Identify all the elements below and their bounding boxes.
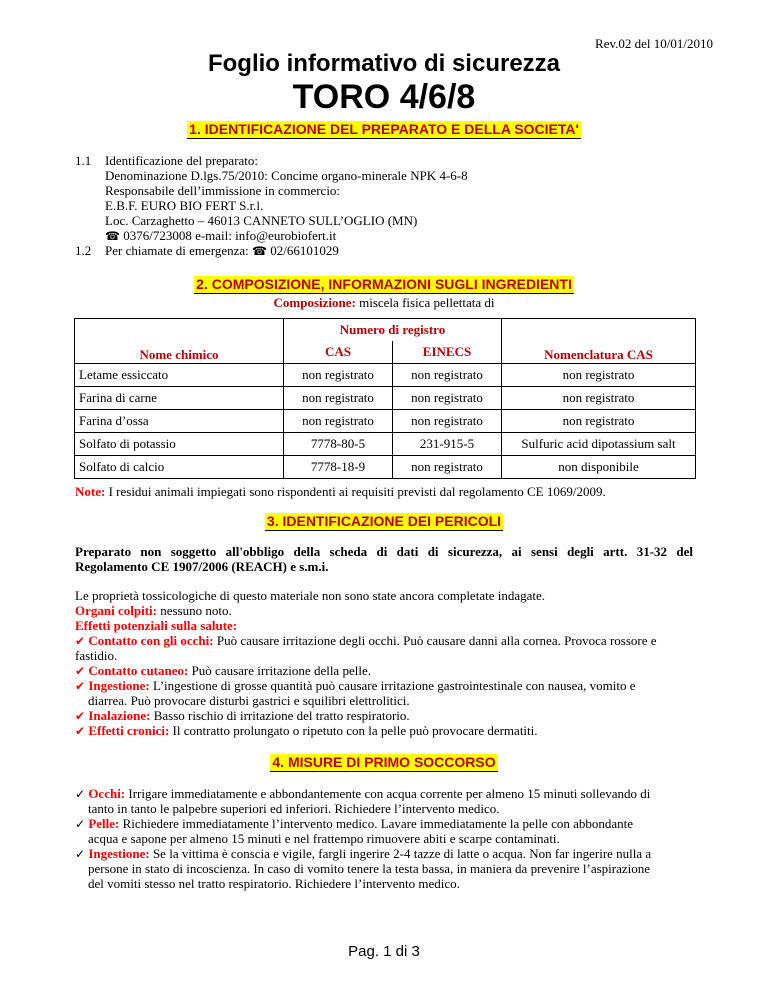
first-aid-ingestion-label: Ingestione: [85, 846, 150, 861]
checkmark-icon: ✔ [75, 724, 86, 738]
checkmark-icon: ✔ [75, 634, 86, 648]
table-cell: non registrato [393, 387, 502, 410]
health-effects-label: Effetti potenziali sulla salute: [75, 618, 238, 633]
checkmark-icon: ✓ [75, 847, 86, 861]
first-aid-eyes-line [75, 786, 650, 802]
table-cell: non registrato [393, 410, 502, 433]
eye-contact-line [75, 633, 657, 649]
first-aid-eyes-text-2: tanto in tanto le palpebre superiori ed inferiori. Richiedere l’intervento medico. [88, 801, 500, 816]
first-aid-skin-text: Richiedere immediatamente l’intervento medico. Lavare immediatamente la pelle con abbondante [119, 816, 634, 831]
table-cell: Solfato di calcio [75, 456, 284, 479]
section-3-heading-wrap [0, 513, 768, 531]
phone-icon: ☎ [105, 229, 120, 243]
first-aid-eyes-text: Irrigare immediatamente e abbondantemente con acqua corrente per almeno 15 minuti sollevando di [125, 786, 651, 801]
table-cell: non registrato [502, 387, 696, 410]
ingestion-text-2: diarrea. Può provocare disturbi gastrici e squilibri elettrolitici. [88, 693, 410, 708]
section-2-heading-wrap [0, 276, 768, 294]
composition-label: Composizione: [273, 295, 356, 310]
revision-label: Rev.02 del 10/01/2010 [595, 36, 713, 51]
table-group-header-row [75, 319, 696, 342]
inhalation-text: Basso rischio di irritazione del tratto respiratorio. [150, 708, 410, 723]
skin-contact-label: Contatto cutaneo: [85, 663, 189, 678]
table-cell: non registrato [284, 387, 393, 410]
section-1-line: Responsabile dell’immissione in commercio: [105, 183, 341, 198]
reach-notice-line-2: Regolamento CE 1907/2006 (REACH) e s.m.i. [75, 559, 329, 574]
table-cell: non registrato [502, 410, 696, 433]
table-cell: non registrato [284, 364, 393, 387]
skin-contact-line [75, 663, 371, 679]
table-row [75, 387, 696, 410]
table-cell: Solfato di potassio [75, 433, 284, 456]
table-cell: 7778-80-5 [284, 433, 393, 456]
table-cell: non registrato [393, 364, 502, 387]
table-header-chemical-name: Nome chimico [75, 319, 284, 364]
note-text: I residui animali impiegati sono rispondenti ai requisiti previsti dal regolamento CE 1069/2009. [105, 484, 606, 499]
table-cell: non registrato [284, 410, 393, 433]
first-aid-ingestion-text-2: persone in stato di incoscienza. In caso di vomito tenere la testa bassa, in maniera da prevenire l’aspirazione [88, 861, 651, 876]
eye-contact-label: Contatto con gli occhi: [85, 633, 214, 648]
contact-text: 0376/723008 e-mail: info@eurobiofert.it [119, 228, 337, 243]
phone-icon: ☎ [252, 244, 267, 258]
section-1-line: Denominazione D.lgs.75/2010: Concime organo-minerale NPK 4-6-8 [105, 168, 468, 183]
chronic-effects-label: Effetti cronici: [85, 723, 170, 738]
contact-line [105, 228, 336, 244]
inhalation-label: Inalazione: [85, 708, 151, 723]
target-organs-line [75, 603, 232, 618]
composition-text: miscela fisica pellettata di [355, 295, 495, 310]
section-2-heading: 2. COMPOSIZIONE, INFORMAZIONI SUGLI INGREDIENTI [196, 276, 572, 292]
table-header-registry-group: Numero di registro [284, 319, 502, 342]
ingestion-line [75, 678, 636, 694]
checkmark-icon: ✔ [75, 664, 86, 678]
table-row [75, 456, 696, 479]
table-cell: non disponibile [502, 456, 696, 479]
section-1-line: Identificazione del preparato: [105, 153, 259, 168]
section-1-line: Loc. Carzaghetto – 46013 CANNETO SULL’OGLIO (MN) [105, 213, 418, 228]
emergency-line [105, 243, 339, 259]
eye-contact-text-2: fastidio. [75, 648, 118, 663]
item-1-1-number: 1.1 [75, 153, 92, 168]
section-3-heading: 3. IDENTIFICAZIONE DEI PERICOLI [266, 513, 502, 529]
document-title: Foglio informativo di sicurezza [207, 50, 561, 77]
table-row [75, 433, 696, 456]
table-header-cas-nomenclature: Nomenclatura CAS [502, 319, 696, 364]
section-1-heading-wrap [0, 121, 768, 139]
table-header-einecs: EINECS [393, 341, 502, 364]
first-aid-ingestion-text: Se la vittima è conscia e vigile, fargli ingerire 2-4 tazze di latte o acqua. Non far ingerire nulla a [149, 846, 652, 861]
first-aid-skin-line [75, 816, 633, 832]
table-row [75, 410, 696, 433]
note-line [75, 484, 606, 499]
checkmark-icon: ✓ [75, 787, 86, 801]
target-organs-text: nessuno noto. [156, 603, 232, 618]
section-4-heading: 4. MISURE DI PRIMO SOCCORSO [272, 754, 496, 770]
target-organs-label: Organi colpiti: [75, 603, 157, 618]
item-1-2-number: 1.2 [75, 243, 92, 258]
first-aid-ingestion-text-3: del vomiti stesso nel tratto respiratorio. Richiedere l’intervento medico. [88, 876, 460, 891]
eye-contact-text: Può causare irritazione degli occhi. Può causare danni alla cornea. Provoca rossore e [213, 633, 657, 648]
table-cell: non registrato [502, 364, 696, 387]
page-number: Pag. 1 di 3 [348, 943, 420, 960]
product-name: TORO 4/6/8 [292, 78, 476, 116]
table-cell: 7778-18-9 [284, 456, 393, 479]
table-cell: Farina di carne [75, 387, 284, 410]
toxicology-text: Le proprietà tossicologiche di questo materiale non sono state ancora completate indagate. [75, 588, 545, 603]
checkmark-icon: ✔ [75, 679, 86, 693]
reach-notice-line-1: Preparato non soggetto all'obbligo della scheda di dati di sicurezza, ai sensi degli artt. 31-32 del [75, 544, 693, 559]
table-cell: non registrato [393, 456, 502, 479]
note-label: Note: [75, 484, 106, 499]
checkmark-icon: ✔ [75, 709, 86, 723]
table-cell: Letame essiccato [75, 364, 284, 387]
composition-table [74, 318, 696, 479]
chronic-effects-line [75, 723, 538, 739]
table-cell: Sulfuric acid dipotassium salt [502, 433, 696, 456]
first-aid-skin-text-2: acqua e sapone per almeno 15 minuti e nel frattempo rimuovere abiti e scarpe contaminati. [88, 831, 560, 846]
skin-contact-text: Può causare irritazione della pelle. [188, 663, 371, 678]
ingestion-text: L’ingestione di grosse quantità può causare irritazione gastrointestinale con nausea, vomito e [149, 678, 636, 693]
table-cell: 231-915-5 [393, 433, 502, 456]
first-aid-ingestion-line [75, 846, 651, 862]
table-row [75, 364, 696, 387]
table-cell: Farina d’ossa [75, 410, 284, 433]
ingestion-label: Ingestione: [85, 678, 150, 693]
emergency-label: Per chiamate di emergenza: [105, 243, 253, 258]
checkmark-icon: ✓ [75, 817, 86, 831]
first-aid-skin-label: Pelle: [85, 816, 120, 831]
section-1-heading: 1. IDENTIFICAZIONE DEL PREPARATO E DELLA SOCIETA' [189, 121, 579, 137]
emergency-number: 02/66101029 [266, 243, 339, 258]
inhalation-line [75, 708, 410, 724]
section-1-line: E.B.F. EURO BIO FERT S.r.l. [105, 198, 264, 213]
table-header-cas: CAS [284, 341, 393, 364]
first-aid-eyes-label: Occhi: [85, 786, 126, 801]
chronic-effects-text: Il contratto prolungato o ripetuto con la pelle può provocare dermatiti. [169, 723, 538, 738]
section-4-heading-wrap [0, 754, 768, 772]
composition-line [0, 295, 768, 311]
